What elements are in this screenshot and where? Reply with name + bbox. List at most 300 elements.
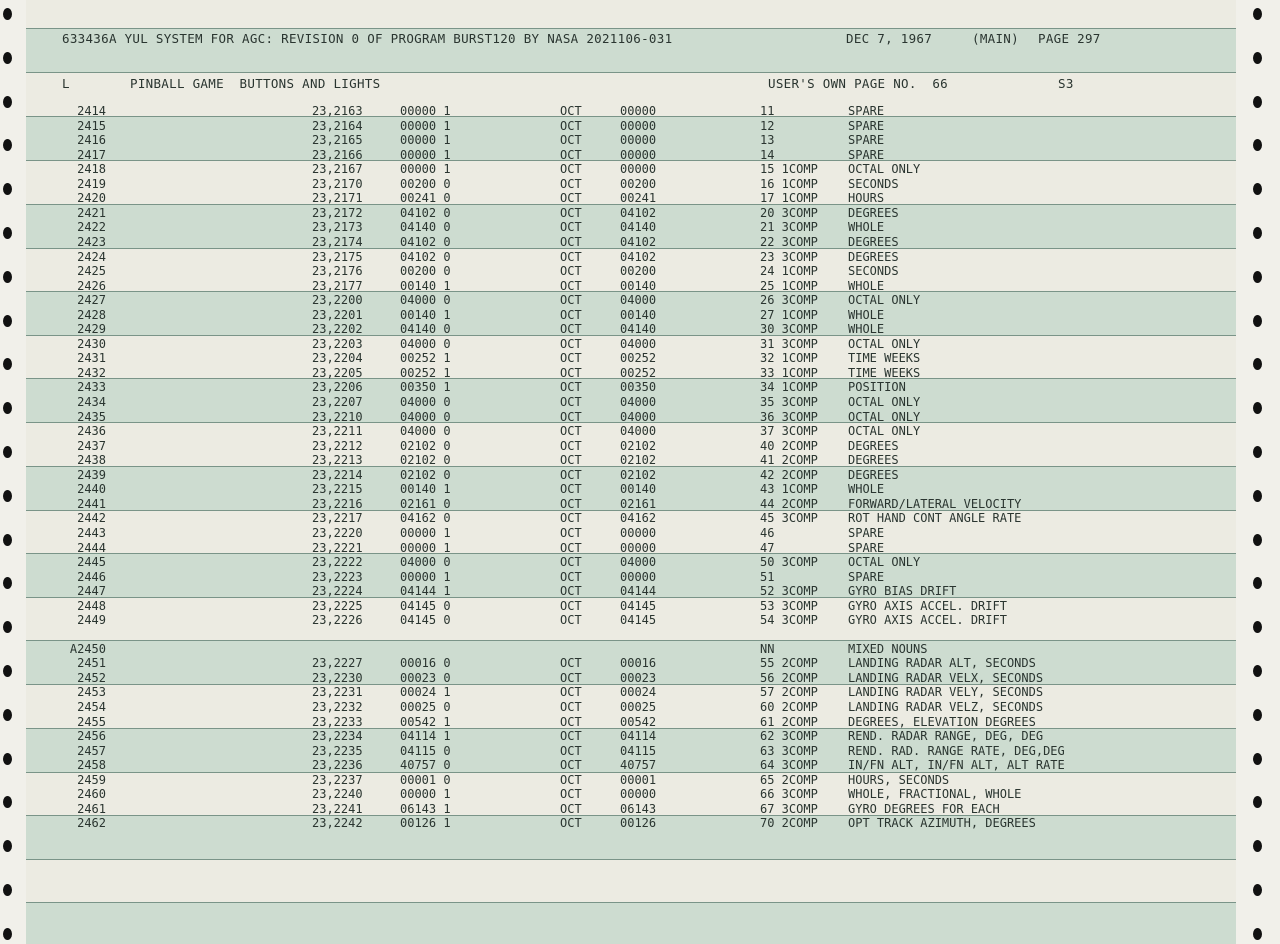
word-value: 04102 0 xyxy=(400,234,451,249)
line-number: 2431 xyxy=(77,351,106,366)
operand: 02102 xyxy=(620,453,657,468)
operand: 04000 xyxy=(620,424,657,439)
word-value: 04000 0 xyxy=(400,395,451,409)
comment: WHOLE xyxy=(848,482,885,497)
address: 23,2214 xyxy=(312,467,363,482)
operand: 04145 xyxy=(620,613,657,628)
sprocket-hole xyxy=(1253,8,1262,20)
comment: FORWARD/LATERAL VELOCITY xyxy=(848,496,1022,511)
noun-number: 33 1COMP xyxy=(760,365,818,380)
address: 23,2165 xyxy=(312,133,363,148)
opcode: OCT xyxy=(560,191,582,206)
line-number: 2433 xyxy=(77,380,106,395)
address: 23,2222 xyxy=(312,555,363,570)
opcode: OCT xyxy=(560,511,582,526)
address: 23,2206 xyxy=(312,380,363,395)
address: 23,2173 xyxy=(312,220,363,235)
operand: 00001 xyxy=(620,772,657,787)
opcode: OCT xyxy=(560,453,582,468)
word-value: 02161 0 xyxy=(400,496,451,511)
address: 23,2224 xyxy=(312,584,363,599)
word-value: 04115 0 xyxy=(400,743,451,758)
line-number: 2424 xyxy=(77,249,106,264)
opcode: OCT xyxy=(560,772,582,787)
comment: OCTAL ONLY xyxy=(848,409,921,424)
comment: OCTAL ONLY xyxy=(848,293,921,308)
noun-number: 16 1COMP xyxy=(760,176,818,191)
line-number: 2438 xyxy=(77,453,106,468)
word-value: 04000 0 xyxy=(400,555,451,570)
sprocket-hole xyxy=(1253,534,1262,546)
address: 23,2211 xyxy=(312,424,363,439)
comment: DEGREES xyxy=(848,205,899,220)
opcode: OCT xyxy=(560,743,582,758)
listing-title: 633436A YUL SYSTEM FOR AGC: REVISION 0 OF PROGRAM BURST120 BY NASA 2021106-031 xyxy=(62,31,673,46)
word-value: 00024 1 xyxy=(400,685,451,700)
opcode: OCT xyxy=(560,656,582,671)
line-number: 2454 xyxy=(77,700,106,714)
comment: WHOLE xyxy=(848,307,885,322)
address: 23,2203 xyxy=(312,336,363,351)
noun-number: 50 3COMP xyxy=(760,555,818,570)
operand: 00140 xyxy=(620,307,657,322)
sprocket-hole xyxy=(3,534,12,546)
noun-number: 36 3COMP xyxy=(760,409,818,424)
noun-number: 67 3COMP xyxy=(760,801,818,816)
opcode: OCT xyxy=(560,307,582,322)
line-number: 2414 xyxy=(77,104,106,118)
line-number: 2451 xyxy=(77,656,106,671)
opcode: OCT xyxy=(560,322,582,337)
sprocket-hole xyxy=(3,884,12,896)
noun-number: 45 3COMP xyxy=(760,511,818,526)
word-value: 04140 0 xyxy=(400,322,451,337)
sprocket-hole xyxy=(1253,96,1262,108)
address: 23,2223 xyxy=(312,569,363,584)
address: 23,2167 xyxy=(312,162,363,177)
opcode: OCT xyxy=(560,482,582,497)
address: 23,2171 xyxy=(312,191,363,206)
line-number: 2440 xyxy=(77,482,106,497)
line-number: 2426 xyxy=(77,278,106,293)
comment: MIXED NOUNS xyxy=(848,641,928,656)
operand: 04115 xyxy=(620,743,657,758)
comment: GYRO BIAS DRIFT xyxy=(848,584,957,599)
address: 23,2226 xyxy=(312,613,363,628)
noun-number: 46 xyxy=(760,525,775,540)
noun-number: 64 3COMP xyxy=(760,758,818,773)
word-value: 00200 0 xyxy=(400,176,451,191)
address: 23,2202 xyxy=(312,322,363,337)
operand: 00000 xyxy=(620,787,657,802)
word-value: 04102 0 xyxy=(400,205,451,220)
address: 23,2177 xyxy=(312,278,363,293)
opcode: OCT xyxy=(560,147,582,162)
word-value: 00025 0 xyxy=(400,700,451,714)
word-value: 02102 0 xyxy=(400,467,451,482)
line-number: 2432 xyxy=(77,365,106,380)
opcode: OCT xyxy=(560,409,582,424)
operand: 04114 xyxy=(620,729,657,744)
address: 23,2220 xyxy=(312,525,363,540)
opcode: OCT xyxy=(560,205,582,220)
line-number: 2446 xyxy=(77,569,106,584)
word-value: 04000 0 xyxy=(400,409,451,424)
address: 23,2242 xyxy=(312,816,363,831)
word-value: 00000 1 xyxy=(400,118,451,133)
operand: 00140 xyxy=(620,482,657,497)
operand: 40757 xyxy=(620,758,657,773)
noun-number: 52 3COMP xyxy=(760,584,818,599)
line-number: 2420 xyxy=(77,191,106,206)
opcode: OCT xyxy=(560,336,582,351)
operand: 00252 xyxy=(620,351,657,366)
sprocket-hole xyxy=(3,52,12,64)
address: 23,2225 xyxy=(312,598,363,613)
opcode: OCT xyxy=(560,380,582,395)
noun-number: 34 1COMP xyxy=(760,380,818,395)
opcode: OCT xyxy=(560,613,582,628)
opcode: OCT xyxy=(560,569,582,584)
comment: SPARE xyxy=(848,104,885,118)
band-rule xyxy=(26,72,1236,73)
comment: SECONDS xyxy=(848,176,899,191)
operand: 04145 xyxy=(620,598,657,613)
comment: GYRO AXIS ACCEL. DRIFT xyxy=(848,598,1007,613)
address: 23,2221 xyxy=(312,540,363,555)
line-number: 2448 xyxy=(77,598,106,613)
noun-number: 14 xyxy=(760,147,775,162)
comment: HOURS xyxy=(848,191,885,206)
line-number: 2460 xyxy=(77,787,106,802)
page-number: PAGE 297 xyxy=(1038,31,1101,46)
noun-number: 55 2COMP xyxy=(760,656,818,671)
word-value: 04145 0 xyxy=(400,598,451,613)
comment: TIME WEEKS xyxy=(848,365,921,380)
print-date: DEC 7, 1967 xyxy=(846,31,933,46)
word-value: 00000 1 xyxy=(400,540,451,555)
noun-number: 42 2COMP xyxy=(760,467,818,482)
address: 23,2163 xyxy=(312,104,363,118)
operand: 02102 xyxy=(620,438,657,453)
word-value: 00000 1 xyxy=(400,133,451,148)
opcode: OCT xyxy=(560,685,582,700)
noun-number: 17 1COMP xyxy=(760,191,818,206)
line-number: 2428 xyxy=(77,307,106,322)
operand: 04000 xyxy=(620,555,657,570)
word-value: 00140 1 xyxy=(400,278,451,293)
noun-number: 65 2COMP xyxy=(760,772,818,787)
sprocket-hole xyxy=(3,446,12,458)
address: 23,2215 xyxy=(312,482,363,497)
address: 23,2201 xyxy=(312,307,363,322)
noun-number: 24 1COMP xyxy=(760,264,818,279)
word-value: 04000 0 xyxy=(400,336,451,351)
address: 23,2233 xyxy=(312,714,363,729)
address: 23,2174 xyxy=(312,234,363,249)
word-value: 00000 1 xyxy=(400,162,451,177)
sprocket-hole xyxy=(3,271,12,283)
noun-number: 20 3COMP xyxy=(760,205,818,220)
word-value: 02102 0 xyxy=(400,453,451,468)
word-value: 00000 1 xyxy=(400,525,451,540)
sprocket-hole xyxy=(1253,52,1262,64)
line-number: 2423 xyxy=(77,234,106,249)
word-value: 04000 0 xyxy=(400,424,451,439)
word-value: 04140 0 xyxy=(400,220,451,235)
noun-number: 62 3COMP xyxy=(760,729,818,744)
noun-number: 21 3COMP xyxy=(760,220,818,235)
comment: IN/FN ALT, IN/FN ALT, ALT RATE xyxy=(848,758,1065,773)
address: 23,2230 xyxy=(312,670,363,685)
opcode: OCT xyxy=(560,700,582,714)
noun-number: 30 3COMP xyxy=(760,322,818,337)
address: 23,2232 xyxy=(312,700,363,714)
sprocket-hole xyxy=(3,8,12,20)
address: 23,2170 xyxy=(312,176,363,191)
address: 23,2235 xyxy=(312,743,363,758)
address: 23,2240 xyxy=(312,787,363,802)
operand: 00542 xyxy=(620,714,657,729)
comment: SPARE xyxy=(848,540,885,555)
sprocket-hole xyxy=(1253,315,1262,327)
opcode: OCT xyxy=(560,278,582,293)
band-rule xyxy=(26,859,1236,860)
noun-number: 70 2COMP xyxy=(760,816,818,831)
operand: 04000 xyxy=(620,409,657,424)
line-number: 2416 xyxy=(77,133,106,148)
comment: OCTAL ONLY xyxy=(848,162,921,177)
opcode: OCT xyxy=(560,351,582,366)
address: 23,2237 xyxy=(312,772,363,787)
word-value: 00252 1 xyxy=(400,351,451,366)
operand: 00200 xyxy=(620,264,657,279)
opcode: OCT xyxy=(560,670,582,685)
operand: 04102 xyxy=(620,234,657,249)
word-value: 00241 0 xyxy=(400,191,451,206)
address: 23,2175 xyxy=(312,249,363,264)
line-number: 2430 xyxy=(77,336,106,351)
log-flag: L xyxy=(62,76,70,91)
word-value: 00140 1 xyxy=(400,482,451,497)
line-number: 2456 xyxy=(77,729,106,744)
address: 23,2212 xyxy=(312,438,363,453)
opcode: OCT xyxy=(560,584,582,599)
line-number: 2439 xyxy=(77,467,106,482)
word-value: 00126 1 xyxy=(400,816,451,831)
comment: WHOLE, FRACTIONAL, WHOLE xyxy=(848,787,1022,802)
line-number: 2419 xyxy=(77,176,106,191)
band-rule xyxy=(26,640,1236,641)
sprocket-hole xyxy=(3,227,12,239)
opcode: OCT xyxy=(560,118,582,133)
comment: REND. RAD. RANGE RATE, DEG,DEG xyxy=(848,743,1065,758)
noun-number: 66 3COMP xyxy=(760,787,818,802)
line-number: 2422 xyxy=(77,220,106,235)
sprocket-hole xyxy=(1253,709,1262,721)
noun-number: 12 xyxy=(760,118,775,133)
line-number: 2457 xyxy=(77,743,106,758)
word-value: 04144 1 xyxy=(400,584,451,599)
band-rule xyxy=(26,28,1236,29)
comment: SPARE xyxy=(848,118,885,133)
operand: 00126 xyxy=(620,816,657,831)
noun-number: 51 xyxy=(760,569,775,584)
comment: OCTAL ONLY xyxy=(848,395,921,409)
sheet-code: S3 xyxy=(1058,76,1074,91)
noun-number: 22 3COMP xyxy=(760,234,818,249)
operand: 04000 xyxy=(620,293,657,308)
operand: 06143 xyxy=(620,801,657,816)
user-page-number: USER'S OWN PAGE NO. 66 xyxy=(768,76,948,91)
operand: 00000 xyxy=(620,162,657,177)
sprocket-hole xyxy=(3,928,12,940)
noun-number: 31 3COMP xyxy=(760,336,818,351)
noun-number: 32 1COMP xyxy=(760,351,818,366)
word-value: 00001 0 xyxy=(400,772,451,787)
line-number: 2421 xyxy=(77,205,106,220)
address: 23,2241 xyxy=(312,801,363,816)
comment: SECONDS xyxy=(848,264,899,279)
line-number: 2434 xyxy=(77,395,106,409)
operand: 00252 xyxy=(620,365,657,380)
address: 23,2166 xyxy=(312,147,363,162)
comment: WHOLE xyxy=(848,278,885,293)
sprocket-hole xyxy=(3,96,12,108)
word-value: 00350 1 xyxy=(400,380,451,395)
operand: 04102 xyxy=(620,249,657,264)
line-number: 2436 xyxy=(77,424,106,439)
sprocket-hole xyxy=(1253,884,1262,896)
operand: 04144 xyxy=(620,584,657,599)
opcode: OCT xyxy=(560,365,582,380)
opcode: OCT xyxy=(560,598,582,613)
operand: 04162 xyxy=(620,511,657,526)
comment: SPARE xyxy=(848,133,885,148)
noun-number: 23 3COMP xyxy=(760,249,818,264)
word-value: 04145 0 xyxy=(400,613,451,628)
word-value: 00140 1 xyxy=(400,307,451,322)
comment: LANDING RADAR ALT, SECONDS xyxy=(848,656,1036,671)
word-value: 00000 1 xyxy=(400,569,451,584)
noun-number: 44 2COMP xyxy=(760,496,818,511)
opcode: OCT xyxy=(560,729,582,744)
comment: LANDING RADAR VELY, SECONDS xyxy=(848,685,1044,700)
comment: HOURS, SECONDS xyxy=(848,772,950,787)
opcode: OCT xyxy=(560,787,582,802)
address: 23,2227 xyxy=(312,656,363,671)
comment: GYRO AXIS ACCEL. DRIFT xyxy=(848,613,1007,628)
line-number: 2437 xyxy=(77,438,106,453)
line-number: 2459 xyxy=(77,772,106,787)
operand: 04140 xyxy=(620,322,657,337)
comment: DEGREES xyxy=(848,249,899,264)
operand: 00016 xyxy=(620,656,657,671)
section-title: PINBALL GAME BUTTONS AND LIGHTS xyxy=(130,76,381,91)
comment: LANDING RADAR VELZ, SECONDS xyxy=(848,700,1044,714)
address: 23,2231 xyxy=(312,685,363,700)
sprocket-hole xyxy=(1253,490,1262,502)
operand: 04000 xyxy=(620,336,657,351)
comment: TIME WEEKS xyxy=(848,351,921,366)
comment: SPARE xyxy=(848,525,885,540)
operand: 00000 xyxy=(620,569,657,584)
opcode: OCT xyxy=(560,249,582,264)
word-value: 00000 1 xyxy=(400,147,451,162)
noun-number: NN xyxy=(760,641,775,656)
noun-number: 60 2COMP xyxy=(760,700,818,714)
opcode: OCT xyxy=(560,220,582,235)
comment: DEGREES, ELEVATION DEGREES xyxy=(848,714,1036,729)
comment: POSITION xyxy=(848,380,906,395)
comment: SPARE xyxy=(848,569,885,584)
comment: SPARE xyxy=(848,147,885,162)
sprocket-hole xyxy=(1253,665,1262,677)
opcode: OCT xyxy=(560,395,582,409)
opcode: OCT xyxy=(560,162,582,177)
address: 23,2200 xyxy=(312,293,363,308)
sprocket-hole xyxy=(1253,753,1262,765)
word-value: 00252 1 xyxy=(400,365,451,380)
comment: DEGREES xyxy=(848,467,899,482)
line-number: 2452 xyxy=(77,670,106,685)
word-value: 04162 0 xyxy=(400,511,451,526)
address: 23,2207 xyxy=(312,395,363,409)
sprocket-hole xyxy=(3,665,12,677)
operand: 00025 xyxy=(620,700,657,714)
line-number: 2447 xyxy=(77,584,106,599)
opcode: OCT xyxy=(560,801,582,816)
line-number: 2425 xyxy=(77,264,106,279)
operand: 00200 xyxy=(620,176,657,191)
word-value: 00000 1 xyxy=(400,787,451,802)
line-number: 2449 xyxy=(77,613,106,628)
comment: LANDING RADAR VELX, SECONDS xyxy=(848,670,1044,685)
operand: 04000 xyxy=(620,395,657,409)
opcode: OCT xyxy=(560,496,582,511)
sprocket-hole xyxy=(1253,928,1262,940)
noun-number: 40 2COMP xyxy=(760,438,818,453)
line-number: 2445 xyxy=(77,555,106,570)
operand: 04140 xyxy=(620,220,657,235)
address: 23,2210 xyxy=(312,409,363,424)
green-band xyxy=(26,902,1236,944)
opcode: OCT xyxy=(560,176,582,191)
noun-number: 13 xyxy=(760,133,775,148)
opcode: OCT xyxy=(560,467,582,482)
word-value: 00200 0 xyxy=(400,264,451,279)
operand: 00000 xyxy=(620,147,657,162)
address: 23,2236 xyxy=(312,758,363,773)
sprocket-hole xyxy=(1253,271,1262,283)
opcode: OCT xyxy=(560,234,582,249)
address: 23,2213 xyxy=(312,453,363,468)
sprocket-hole xyxy=(3,315,12,327)
opcode: OCT xyxy=(560,293,582,308)
operand: 04102 xyxy=(620,205,657,220)
word-value: 00023 0 xyxy=(400,670,451,685)
opcode: OCT xyxy=(560,133,582,148)
address: 23,2234 xyxy=(312,729,363,744)
noun-number: 37 3COMP xyxy=(760,424,818,439)
comment: WHOLE xyxy=(848,220,885,235)
sprocket-hole xyxy=(3,490,12,502)
word-value: 06143 1 xyxy=(400,801,451,816)
opcode: OCT xyxy=(560,758,582,773)
comment: WHOLE xyxy=(848,322,885,337)
noun-number: 15 1COMP xyxy=(760,162,818,177)
noun-number: 47 xyxy=(760,540,775,555)
